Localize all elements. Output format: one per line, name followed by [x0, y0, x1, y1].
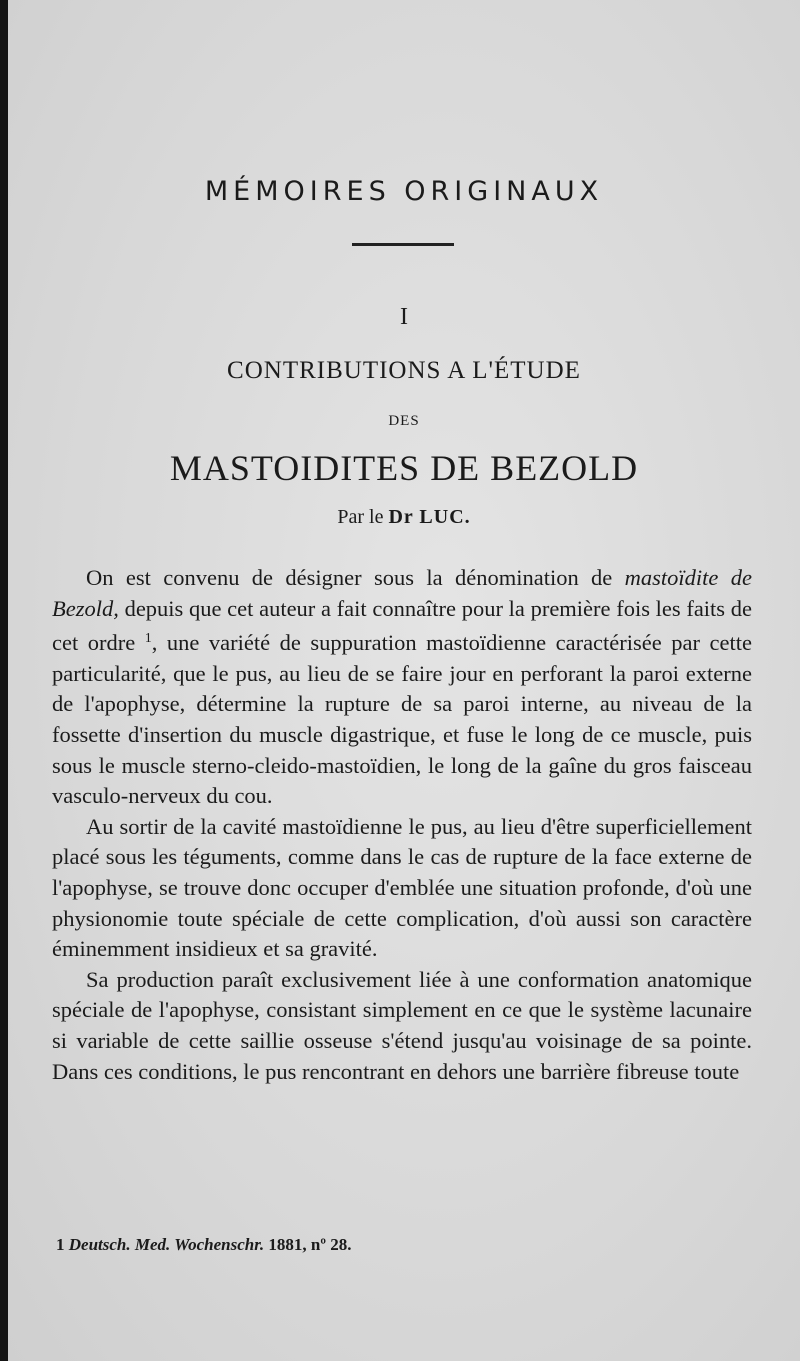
article-title-line1: CONTRIBUTIONS A L'ÉTUDE [227, 357, 581, 384]
document-page [8, 0, 800, 1361]
author-prefix: Par le [337, 506, 384, 528]
footnote-number: 1 [56, 1235, 65, 1254]
article-title-line2: DES [388, 413, 420, 429]
author-line [8, 506, 800, 529]
article-title-line3: MASTOIDITES DE BEZOLD [169, 448, 639, 488]
paragraph-1-text-a: On est convenu de désigner sous la dénomination de [86, 565, 625, 590]
author-name: Dr LUC. [388, 506, 471, 528]
paragraph-1-text-c: depuis que cet auteur a fait connaître pour la première fois les faits de cet ordre [52, 595, 752, 656]
paragraph-1-text-d: , une variété de suppuration mastoïdienne caractérisée par cette particularité, que le pus, au lieu de se faire jour en perforant la paroi externe de l'apophyse, détermine la rupture de sa paroi interne, au niveau de la fossette d'insertion du muscle digastrique, et fuse le long de ce muscle, puis sous le muscle sterno-cleido-mastoïdien, le long de la gaîne du gros faisceau vasculo-nerveux du cou. [52, 630, 752, 809]
paragraph-1 [52, 563, 752, 812]
footnote-reference[interactable]: 1 [144, 631, 152, 647]
paragraph-3: Sa production paraît exclusivement liée à une conformation anatomique spéciale de l'apophyse, consistant simplement en ce que le système lacunaire si variable de cette saillie osseuse s'étend jusqu'au voisinage de sa pointe. Dans ces conditions, le pus rencontrant en dehors une barrière fibreuse toute [52, 966, 752, 1084]
body-text [52, 563, 752, 1087]
heading-rule [352, 243, 454, 246]
section-number: I [400, 304, 408, 330]
paragraph-2: Au sortir de la cavité mastoïdienne le pus, au lieu d'être superficiellement placé sous les téguments, comme dans le cas de rupture de la face externe de l'apophyse, se trouve donc occuper d'emblée une situation profonde, d'où une physionomie toute spéciale de cette complication, d'où aussi son caractère éminemment insidieux et sa gravité. [52, 813, 752, 962]
section-heading: MÉMOIRES ORIGINAUX [204, 176, 604, 207]
footnote-details: 1881, nº 28. [264, 1235, 352, 1254]
paragraph-1-emphasis: mastoïdite de Bezold, [52, 565, 753, 621]
footnote [56, 1235, 756, 1255]
footnote-journal: Deutsch. Med. Wochenschr. [68, 1235, 265, 1254]
